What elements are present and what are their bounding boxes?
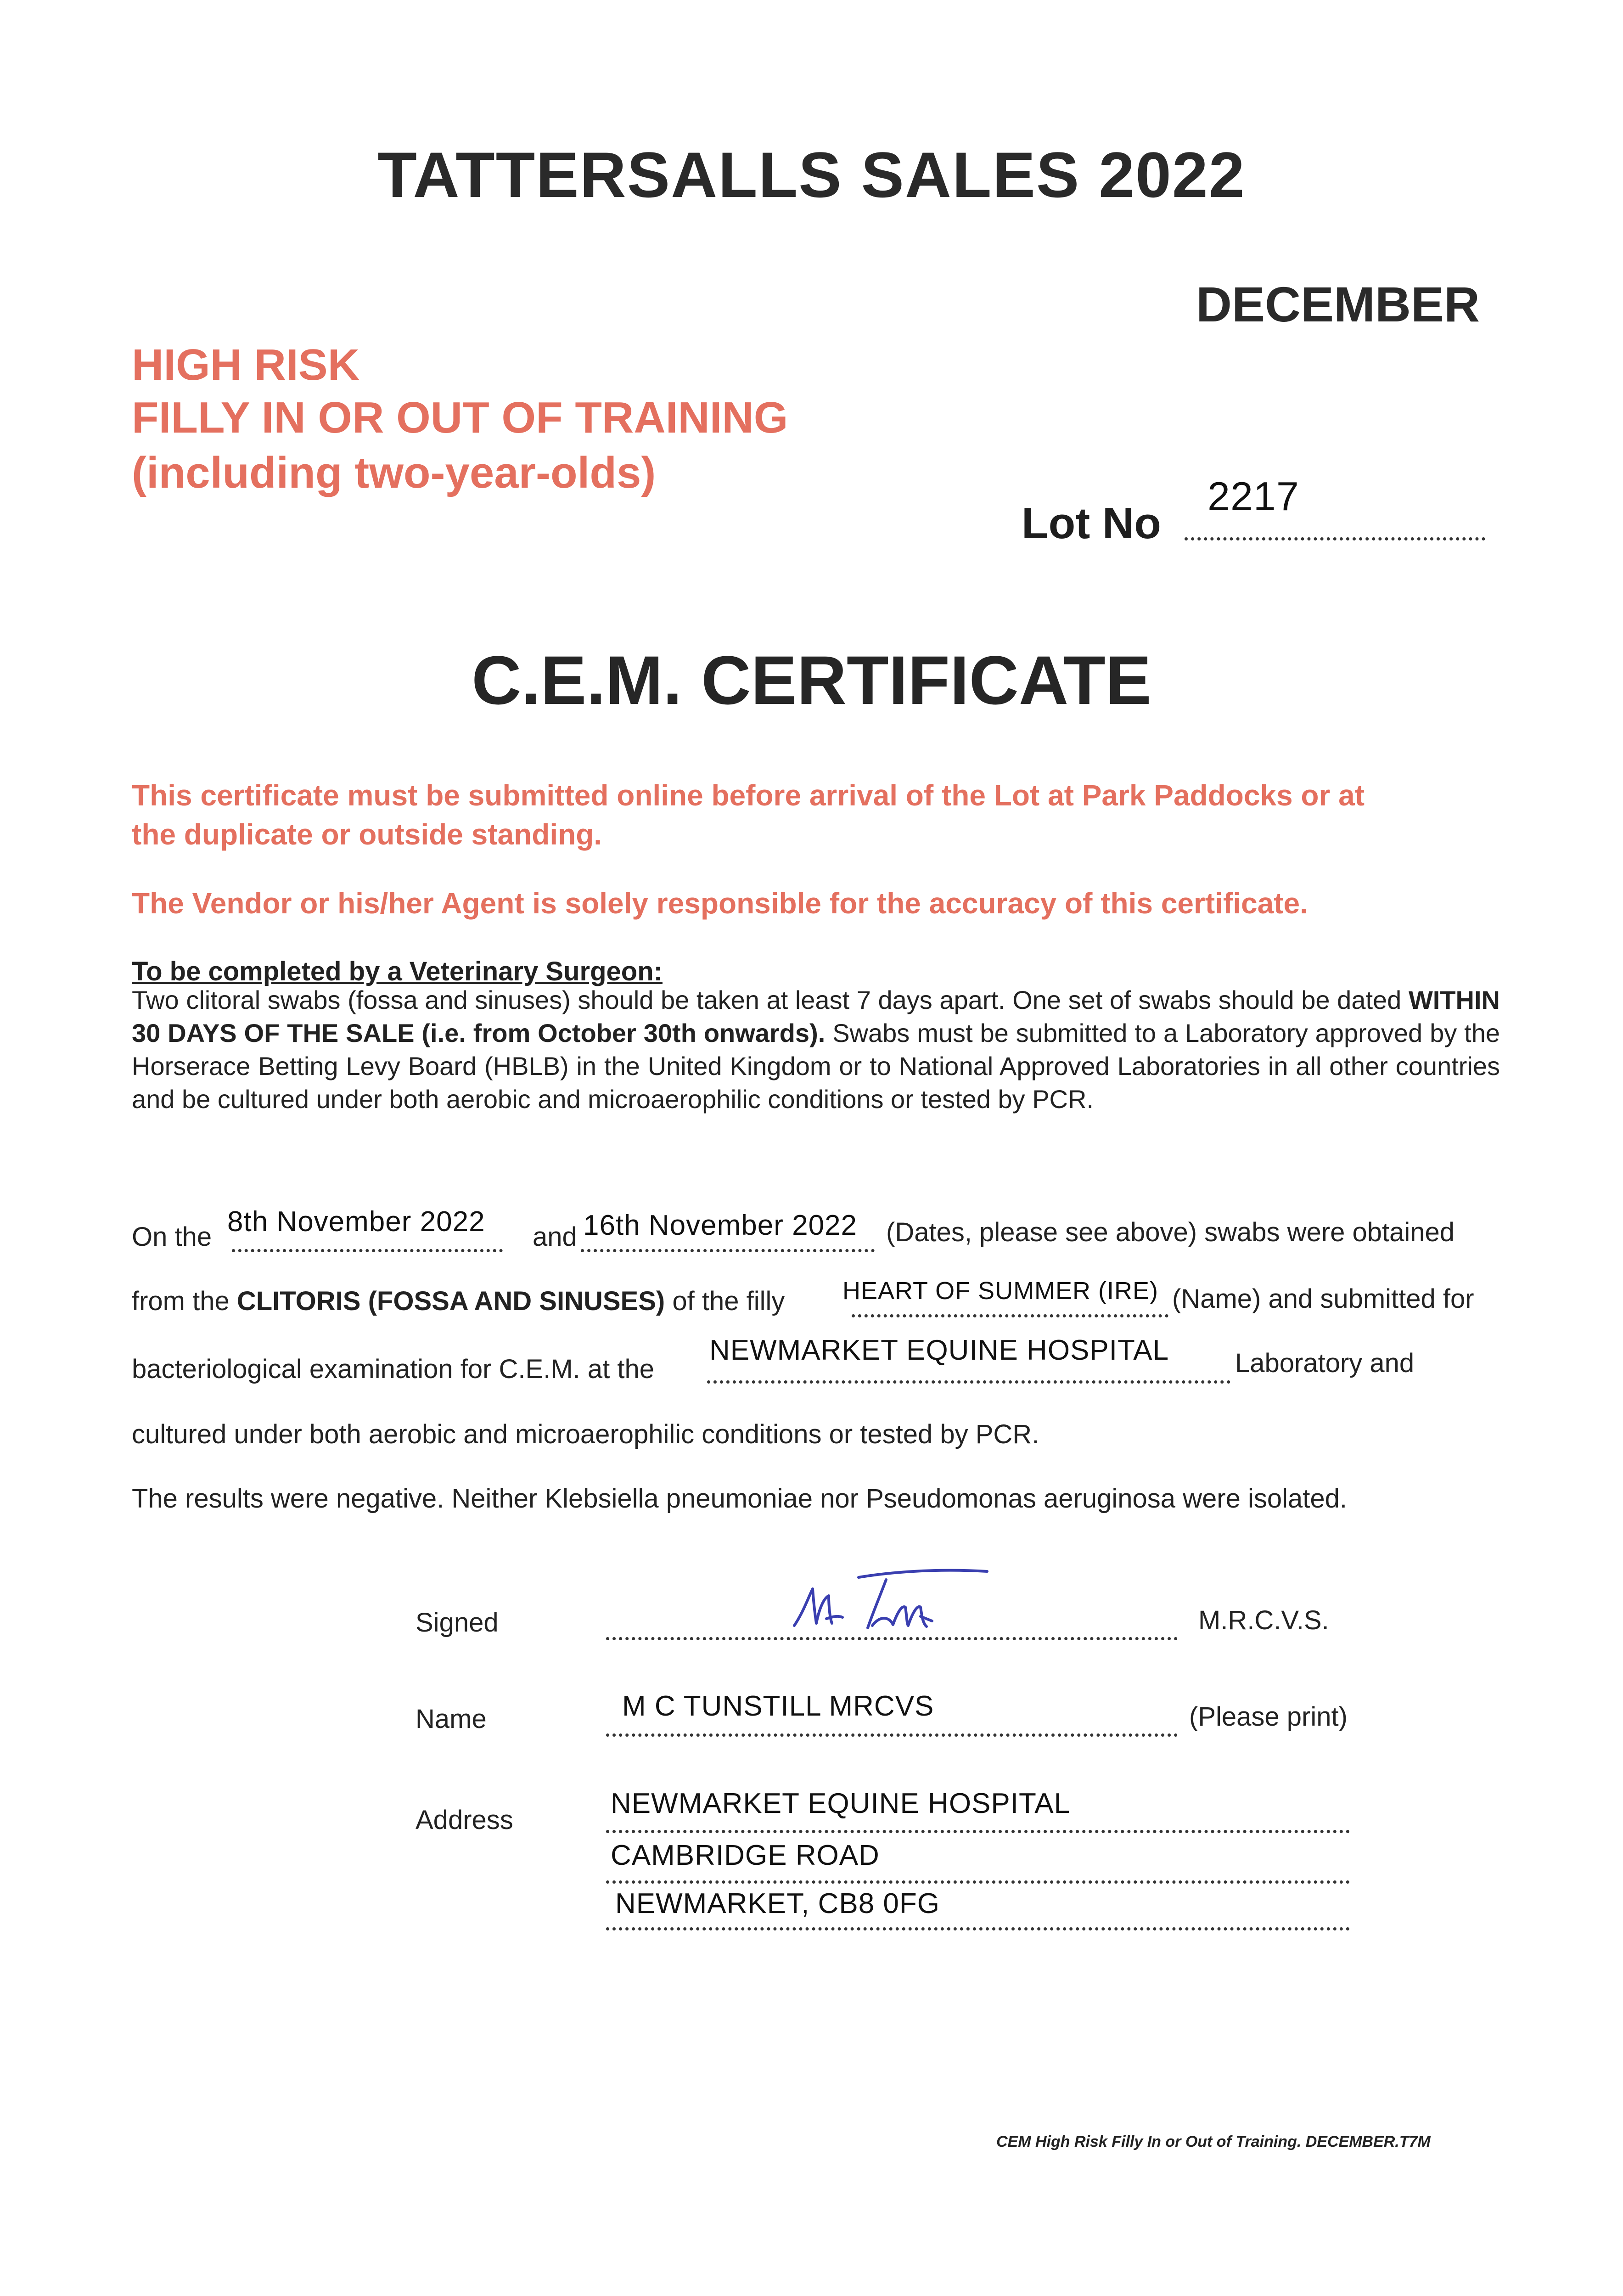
address-field-2 bbox=[606, 1876, 1350, 1884]
bacteriological-exam-label: bacteriological examination for C.E.M. at the bbox=[132, 1354, 654, 1384]
submission-notice-line2: the duplicate or outside standing. bbox=[132, 818, 602, 851]
swab-site: CLITORIS (FOSSA AND SINUSES) bbox=[236, 1286, 665, 1316]
lot-number-value: 2217 bbox=[1207, 473, 1299, 519]
lot-number-label: Lot No bbox=[1022, 499, 1161, 548]
address-line-1: NEWMARKET EQUINE HOSPITAL bbox=[611, 1788, 1071, 1819]
name-submitted-label: (Name) and submitted for bbox=[1172, 1284, 1474, 1314]
submission-notice-line1: This certificate must be submitted online before arrival of the Lot at Park Paddocks or at bbox=[132, 779, 1365, 812]
risk-level: HIGH RISK bbox=[132, 340, 360, 389]
form-reference: CEM High Risk Filly In or Out of Training. DECEMBER.T7M bbox=[996, 2133, 1431, 2150]
date1-field bbox=[232, 1244, 503, 1252]
laboratory-field bbox=[707, 1376, 1230, 1384]
risk-note: (including two-year-olds) bbox=[132, 448, 656, 497]
results-statement: The results were negative. Neither Klebsiella pneumoniae nor Pseudomonas aeruginosa were isolated. bbox=[132, 1484, 1347, 1514]
name-value: M C TUNSTILL MRCVS bbox=[622, 1690, 934, 1722]
laboratory-and-label: Laboratory and bbox=[1235, 1348, 1415, 1378]
address-label: Address bbox=[416, 1805, 513, 1835]
on-the-label: On the bbox=[132, 1222, 212, 1252]
date2-field bbox=[581, 1244, 875, 1252]
instructions-text-part1: Two clitoral swabs (fossa and sinuses) should be taken at least 7 days apart. One set of swabs should be dated bbox=[132, 985, 1409, 1014]
lot-number-field bbox=[1185, 528, 1485, 540]
sale-month: DECEMBER bbox=[1196, 276, 1480, 332]
date2-value: 16th November 2022 bbox=[583, 1210, 858, 1241]
instructions-deadline: WITHIN 30 DAYS OF THE SALE (i.e. from October 30th onwards). bbox=[132, 985, 1500, 1047]
name-label: Name bbox=[416, 1704, 487, 1734]
signature-image bbox=[781, 1561, 992, 1642]
filly-name-field bbox=[852, 1310, 1168, 1317]
name-field bbox=[606, 1729, 1178, 1737]
address-field-3 bbox=[606, 1923, 1350, 1930]
risk-category: FILLY IN OR OUT OF TRAINING bbox=[132, 393, 788, 442]
instructions-heading: To be completed by a Veterinary Surgeon: bbox=[132, 957, 663, 986]
responsibility-notice: The Vendor or his/her Agent is solely responsible for the accuracy of this certificate. bbox=[132, 887, 1308, 920]
address-field-1 bbox=[606, 1825, 1350, 1833]
address-line-2: CAMBRIDGE ROAD bbox=[611, 1840, 880, 1871]
please-print-label: (Please print) bbox=[1189, 1702, 1348, 1732]
mrcvs-label: M.R.C.V.S. bbox=[1198, 1605, 1329, 1635]
sales-title: TATTERSALLS SALES 2022 bbox=[377, 139, 1246, 211]
filly-name-value: HEART OF SUMMER (IRE) bbox=[842, 1277, 1159, 1305]
and-label: and bbox=[533, 1222, 577, 1252]
instructions-text-part2: Swabs must be submitted to a Laboratory approved by the Horserace Betting Levy Board (HBLB) in the United Kingdom or to National Approved Laboratories in all other countries and be cultured under both aerobic and microaerophilic conditions or tested by PCR. bbox=[132, 1019, 1500, 1114]
filly-sentence: from the CLITORIS (FOSSA AND SINUSES) of the filly bbox=[132, 1286, 785, 1316]
culture-statement: cultured under both aerobic and microaerophilic conditions or tested by PCR. bbox=[132, 1419, 1039, 1449]
dates-note: (Dates, please see above) swabs were obtained bbox=[886, 1217, 1455, 1247]
certificate-title: C.E.M. CERTIFICATE bbox=[472, 642, 1151, 719]
instructions-text bbox=[132, 984, 1500, 1116]
address-line-3: NEWMARKET, CB8 0FG bbox=[615, 1888, 940, 1919]
date1-value: 8th November 2022 bbox=[227, 1206, 485, 1238]
signed-label: Signed bbox=[416, 1608, 499, 1638]
laboratory-value: NEWMARKET EQUINE HOSPITAL bbox=[709, 1334, 1169, 1366]
